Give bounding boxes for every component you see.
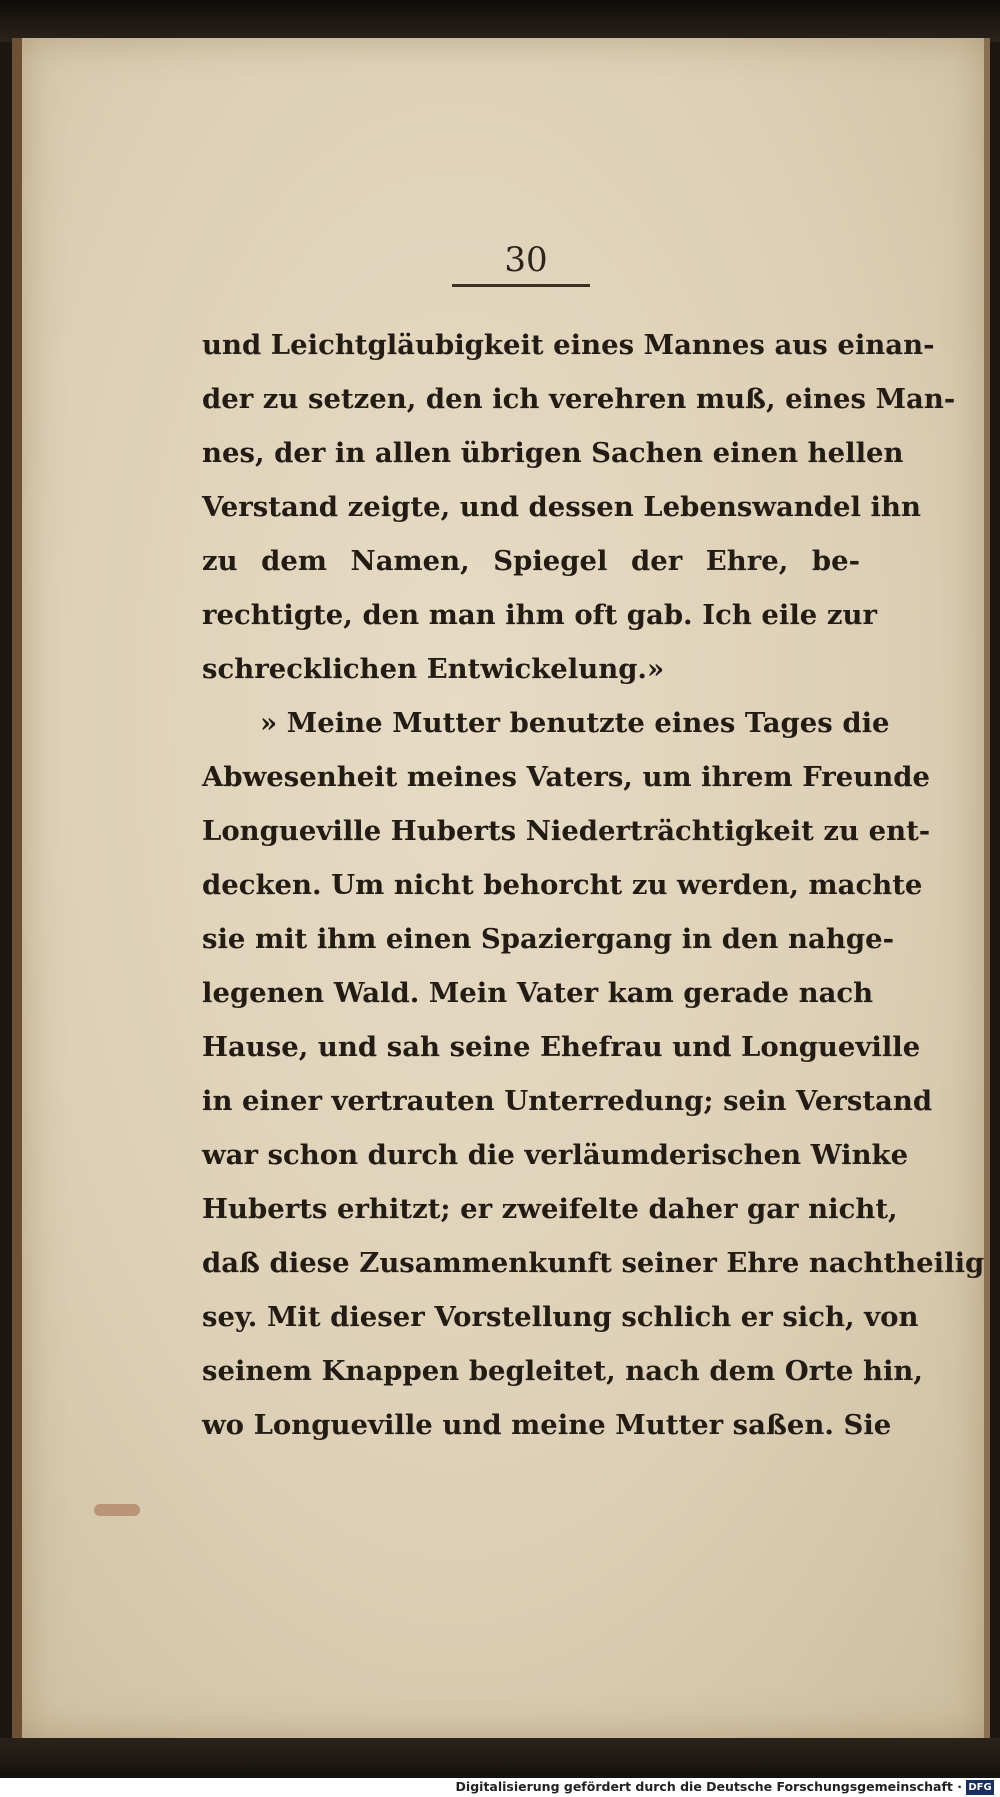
page-text [202,318,985,1452]
text-line: zu dem Namen, Spiegel der Ehre, be- [202,545,860,577]
text-line: und Leichtgläubigkeit eines Mannes aus einan- [202,329,935,361]
text-line: wo Longueville und meine Mutter saßen. Sie [202,1409,892,1441]
text-line: der zu setzen, den ich verehren muß, eines Man- [202,383,956,415]
text-line: Longueville Huberts Niederträchtigkeit zu ent- [202,815,931,847]
text-line: schrecklichen Entwickelung.» [202,653,665,685]
text-line: Hause, und sah seine Ehefrau und Longueville [202,1031,921,1063]
text-line: Huberts erhitzt; er zweifelte daher gar nicht, [202,1193,898,1225]
text-line: sey. Mit dieser Vorstellung schlich er sich, von [202,1301,919,1333]
book-edge-bottom [0,1738,1000,1778]
page-number: 30 [504,240,548,280]
text-line: war schon durch die verläumderischen Winke [202,1139,909,1171]
text-line: Abwesenheit meines Vaters, um ihrem Freunde [202,761,930,793]
footer-credit: Digitalisierung gefördert durch die Deutsche Forschungsgemeinschaft · [455,1779,962,1794]
page-number-rule [452,284,590,287]
text-line: legenen Wald. Mein Vater kam gerade nach [202,977,874,1009]
page-stain [94,1504,140,1516]
text-line: daß diese Zusammenkunft seiner Ehre nachtheilig [202,1247,985,1279]
book-edge-top [0,0,1000,42]
text-line: sie mit ihm einen Spaziergang in den nahge- [202,923,894,955]
text-line: decken. Um nicht behorcht zu werden, machte [202,869,923,901]
text-line: nes, der in allen übrigen Sachen einen hellen [202,437,904,469]
text-line: in einer vertrauten Unterredung; sein Verstand [202,1085,933,1117]
text-line: seinem Knappen begleitet, nach dem Orte hin, [202,1355,923,1387]
text-line: Verstand zeigte, und dessen Lebenswandel ihn [202,491,921,523]
digitization-footer [0,1778,1000,1797]
dfg-logo-icon: DFG [966,1780,994,1795]
text-line: » Meine Mutter benutzte eines Tages die [260,707,890,739]
text-line: rechtigte, den man ihm oft gab. Ich eile zur [202,599,877,631]
